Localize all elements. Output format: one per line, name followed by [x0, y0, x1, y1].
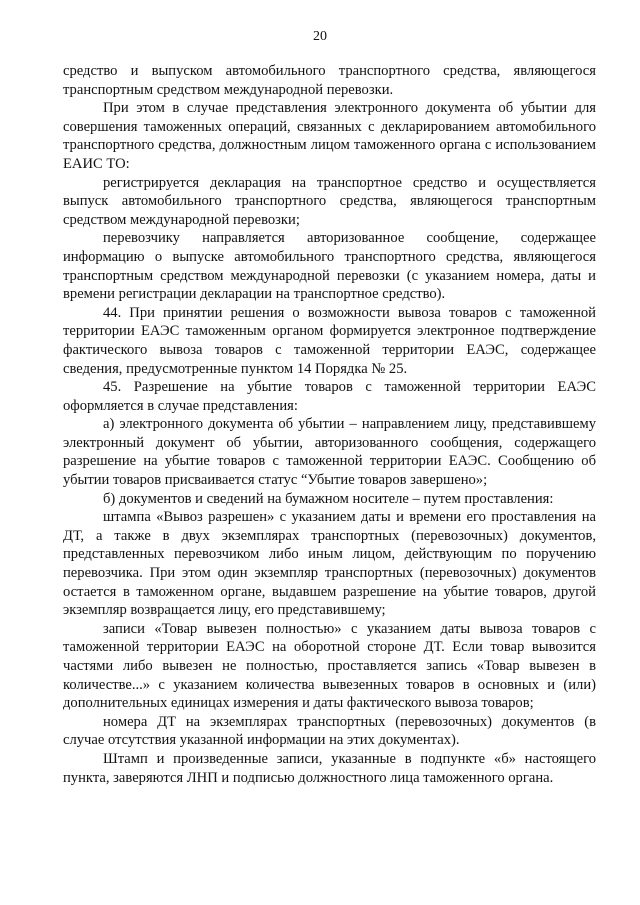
paragraph: номера ДТ на экземплярах транспортных (перевозочных) документов (в случае отсутствия указанной информации на этих документах). [63, 713, 596, 749]
paragraph: 44. При принятии решения о возможности вывоза товаров с таможенной территории ЕАЭС таможенным органом формируется электронное подтверждение фактического вывоза товаров с таможенной территории ЕАЭС, содержащее сведения, предусмотренные пунктом 14 Порядка № 25. [63, 304, 596, 377]
paragraph: регистрируется декларация на транспортное средство и осуществляется выпуск автомобильного транспортного средства, являющегося транспортным средством международной перевозки; [63, 174, 596, 228]
page-number: 20 [313, 29, 327, 44]
paragraph: перевозчику направляется авторизованное сообщение, содержащее информацию о выпуске автомобильного транспортного средства, являющегося транспортным средством международной перевозки (с указанием номера, даты и времени регистрации декларации на транспортное средство). [63, 230, 596, 303]
paragraph: б) документов и сведений на бумажном носителе – путем проставления: [103, 490, 554, 507]
document-body [63, 62, 596, 787]
paragraph: Штамп и произведенные записи, указанные в подпункте «б» настоящего пункта, заверяются ЛНП и подписью должностного лица таможенного органа. [63, 750, 596, 786]
paragraph: а) электронного документа об убытии – направлением лицу, представившему электронный документ об убытии, авторизованного сообщения, содержащего разрешение на убытие товаров с таможенной территории ЕАЭС. Сообщению об убытии товаров присваивается статус “Убытие товаров завершено»; [63, 416, 596, 489]
paragraph: штампа «Вывоз разрешен» с указанием даты и времени его проставления на ДТ, а также в двух экземплярах транспортных (перевозочных) документов, представленных перевозчиком либо иным лицом, действующим по поручению перевозчика. При этом один экземпляр транспортных (перевозочных) документов остается в таможенном органе, выдавшем разрешение на убытие товаров, другой экземпляр возвращается лицу, его представившему; [63, 509, 596, 619]
paragraph: средство и выпуском автомобильного транспортного средства, являющегося транспортным средством международной перевозки. [63, 63, 596, 98]
paragraph: При этом в случае представления электронного документа об убытии для совершения таможенных операций, связанных с декларированием автомобильного транспортного средства, должностным лицом таможенного органа с использованием ЕАИС ТО: [63, 100, 596, 172]
paragraph: 45. Разрешение на убытие товаров с таможенной территории ЕАЭС оформляется в случае представления: [63, 379, 596, 414]
paragraph: записи «Товар вывезен полностью» с указанием даты вывоза товаров с таможенной территории ЕАЭС на оборотной стороне ДТ. Если товар вывозится частями либо вывезен не полностью, проставляется запись «Товар вывезен в количестве...» с указанием количества вывезенных товаров в основных и (или) дополнительных единицах измерения и даты фактического вывоза товаров; [63, 620, 596, 712]
